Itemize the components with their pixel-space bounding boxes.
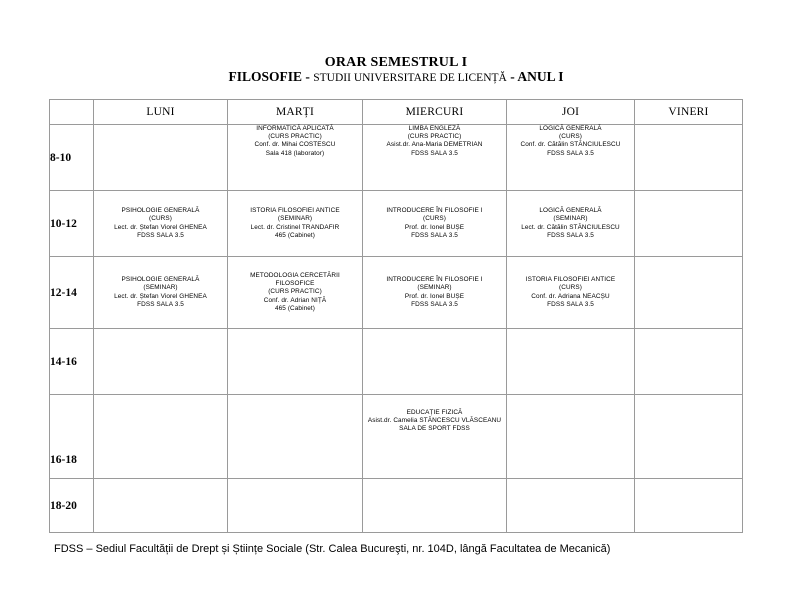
slot-joi-10-12 bbox=[507, 191, 635, 257]
course-name: INFORMATICĂ APLICATĂ bbox=[256, 125, 334, 132]
course-type: (CURS) bbox=[423, 215, 446, 223]
course-type: (SEMINAR) bbox=[143, 284, 178, 292]
slot-marti-8-10 bbox=[228, 125, 363, 191]
day-header-vineri: VINERI bbox=[635, 100, 743, 125]
room: FDSS SALA 3.5 bbox=[411, 300, 458, 308]
room: FDSS SALA 3.5 bbox=[137, 231, 184, 239]
time-label: 8-10 bbox=[50, 125, 94, 191]
time-row-10-12 bbox=[50, 191, 743, 257]
course-name: PSIHOLOGIE GENERALĂ bbox=[121, 207, 200, 215]
slot-joi-12-14 bbox=[507, 257, 635, 329]
course-name: LIMBA ENGLEZĂ bbox=[408, 125, 461, 132]
course-name-cont: FILOSOFICE bbox=[275, 280, 315, 288]
course-name: INTRODUCERE ÎN FILOSOFIE I bbox=[386, 276, 483, 284]
instructor: Asist.dr. Camelia STĂNCESCU VLĂSCEANU bbox=[367, 417, 502, 425]
course-type: (CURS PRACTIC) bbox=[268, 288, 322, 296]
instructor: Lect. dr. Ștefan Viorel GHENEA bbox=[114, 292, 207, 300]
instructor: Lect. dr. Ștefan Viorel GHENEA bbox=[114, 223, 207, 231]
instructor: Lect. dr. Cristinel TRANDAFIR bbox=[250, 223, 340, 231]
time-label: 18-20 bbox=[50, 479, 94, 533]
time-row-14-16 bbox=[50, 329, 743, 395]
room: FDSS SALA 3.5 bbox=[411, 231, 458, 239]
course-type: (CURS PRACTIC) bbox=[407, 133, 462, 141]
slot-miercuri-12-14 bbox=[363, 257, 507, 329]
slot-luni-18-20 bbox=[94, 479, 228, 533]
corner-cell bbox=[50, 100, 94, 125]
course-name: METODOLOGIA CERCETĂRII bbox=[250, 271, 340, 279]
time-row-16-18 bbox=[50, 395, 743, 479]
day-header-luni: LUNI bbox=[94, 100, 228, 125]
year-label: - ANUL I bbox=[510, 69, 564, 84]
page-subtitle bbox=[0, 69, 792, 85]
course-type: (SEMINAR) bbox=[417, 284, 452, 292]
course-type: (CURS) bbox=[559, 284, 582, 292]
course-name: PSIHOLOGIE GENERALĂ bbox=[121, 276, 200, 284]
slot-vineri-16-18 bbox=[635, 395, 743, 479]
course-type: (SEMINAR) bbox=[277, 215, 313, 223]
instructor: Prof. dr. Ionel BUȘE bbox=[404, 223, 465, 231]
room: FDSS SALA 3.5 bbox=[547, 231, 594, 239]
time-label: 12-14 bbox=[50, 257, 94, 329]
instructor: Conf. dr. Adriana NEACȘU bbox=[531, 292, 610, 300]
time-label: 16-18 bbox=[50, 395, 94, 479]
room: FDSS SALA 3.5 bbox=[547, 149, 594, 157]
course-name: LOGICĂ GENERALĂ bbox=[539, 125, 602, 132]
slot-luni-16-18 bbox=[94, 395, 228, 479]
time-label: 10-12 bbox=[50, 191, 94, 257]
slot-joi-16-18 bbox=[507, 395, 635, 479]
instructor: Asist.dr. Ana-Maria DEMETRIAN bbox=[386, 141, 483, 149]
schedule-table bbox=[49, 99, 743, 533]
page-title: ORAR SEMESTRUL I bbox=[324, 55, 468, 70]
slot-miercuri-10-12 bbox=[363, 191, 507, 257]
room: 465 (Cabinet) bbox=[274, 304, 316, 312]
slot-joi-14-16 bbox=[507, 329, 635, 395]
slot-luni-8-10 bbox=[94, 125, 228, 191]
slot-vineri-14-16 bbox=[635, 329, 743, 395]
room: FDSS SALA 3.5 bbox=[137, 300, 184, 308]
slot-marti-18-20 bbox=[228, 479, 363, 533]
instructor: Conf. dr. Adrian NIȚĂ bbox=[263, 296, 327, 304]
slot-joi-8-10 bbox=[507, 125, 635, 191]
room: Sala 418 (laborator) bbox=[265, 149, 325, 157]
time-row-8-10 bbox=[50, 125, 743, 191]
day-header-marti: MARȚI bbox=[228, 100, 363, 125]
slot-vineri-12-14 bbox=[635, 257, 743, 329]
slot-vineri-18-20 bbox=[635, 479, 743, 533]
slot-miercuri-16-18 bbox=[363, 395, 507, 479]
slot-joi-18-20 bbox=[507, 479, 635, 533]
course-name: ISTORIA FILOSOFIEI ANTICE bbox=[250, 207, 340, 215]
slot-marti-10-12 bbox=[228, 191, 363, 257]
time-row-12-14 bbox=[50, 257, 743, 329]
course-type: (CURS) bbox=[559, 133, 582, 141]
instructor: Lect. dr. Cătălin STĂNCIULESCU bbox=[521, 223, 620, 231]
day-header-joi: JOI bbox=[507, 100, 635, 125]
footer-note: FDSS – Sediul Facultății de Drept și Științe Sociale (Str. Calea Bucureşti, nr. 104D, lângă Facultatea de Mecanică) bbox=[54, 543, 611, 555]
instructor: Conf. dr. Mihai COSTESCU bbox=[254, 141, 336, 149]
course-name: ISTORIA FILOSOFIEI ANTICE bbox=[525, 276, 616, 284]
slot-luni-14-16 bbox=[94, 329, 228, 395]
program-name: FILOSOFIE - bbox=[228, 69, 310, 84]
time-row-18-20 bbox=[50, 479, 743, 533]
room: FDSS SALA 3.5 bbox=[411, 149, 458, 157]
room: 465 (Cabinet) bbox=[274, 231, 316, 239]
header-row bbox=[50, 100, 743, 125]
instructor: Prof. dr. Ionel BUȘE bbox=[404, 292, 465, 300]
slot-marti-12-14 bbox=[228, 257, 363, 329]
course-name: INTRODUCERE ÎN FILOSOFIE I bbox=[386, 207, 483, 215]
slot-vineri-8-10 bbox=[635, 125, 743, 191]
course-type: (CURS) bbox=[149, 215, 172, 223]
course-name: EDUCAȚIE FIZICĂ bbox=[406, 409, 463, 416]
slot-marti-16-18 bbox=[228, 395, 363, 479]
instructor: Conf. dr. Cătălin STĂNCIULESCU bbox=[520, 141, 621, 149]
course-type: (SEMINAR) bbox=[553, 215, 588, 223]
slot-luni-12-14 bbox=[94, 257, 228, 329]
room: FDSS SALA 3.5 bbox=[547, 300, 594, 308]
slot-miercuri-8-10 bbox=[363, 125, 507, 191]
slot-miercuri-18-20 bbox=[363, 479, 507, 533]
study-level: STUDII UNIVERSITARE DE LICENȚĂ bbox=[313, 72, 507, 84]
slot-luni-10-12 bbox=[94, 191, 228, 257]
day-header-miercuri: MIERCURI bbox=[363, 100, 507, 125]
slot-marti-14-16 bbox=[228, 329, 363, 395]
slot-miercuri-14-16 bbox=[363, 329, 507, 395]
time-label: 14-16 bbox=[50, 329, 94, 395]
course-name: LOGICĂ GENERALĂ bbox=[539, 207, 602, 215]
slot-vineri-10-12 bbox=[635, 191, 743, 257]
room: SALA DE SPORT FDSS bbox=[399, 425, 470, 433]
course-type: (CURS PRACTIC) bbox=[268, 133, 322, 141]
